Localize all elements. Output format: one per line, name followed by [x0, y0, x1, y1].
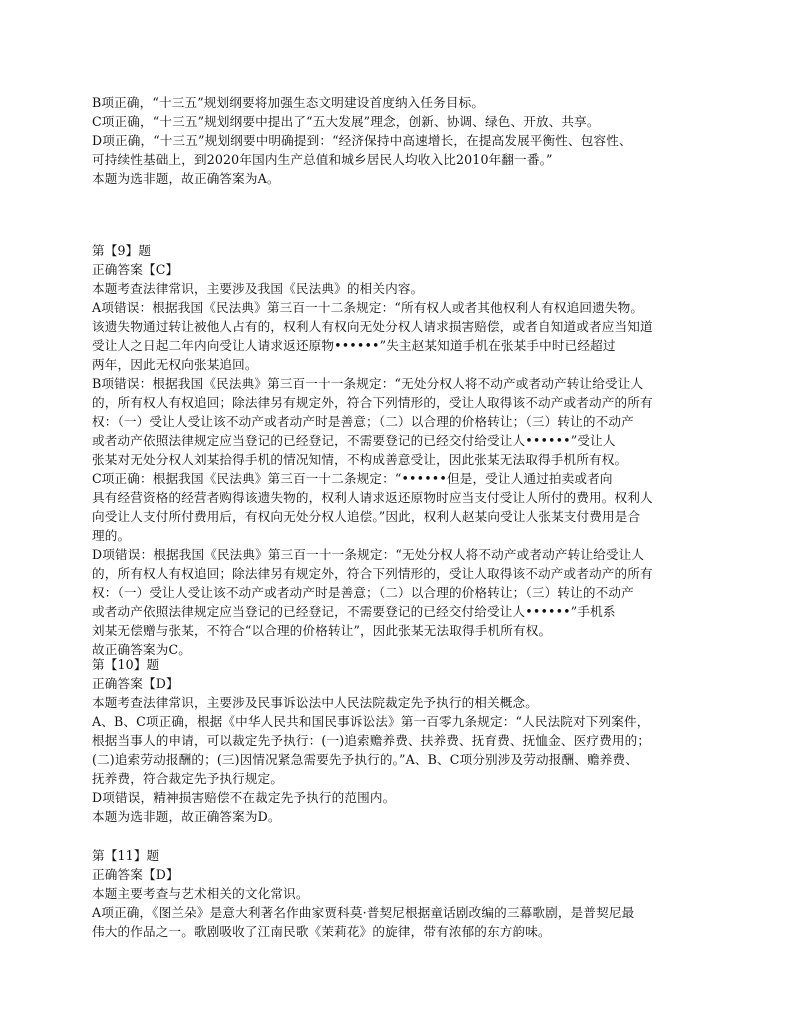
text-line: A、B、C项正确，根据《中华人民共和国民事诉讼法》第一百零九条规定：“人民法院对下列案件，	[92, 714, 650, 729]
text-line: 根据当事人的申请，可以裁定先予执行：(一)追索赡养费、扶养费、抚育费、抚恤金、医疗费用的；	[92, 733, 651, 748]
text-line: 抚养费，符合裁定先予执行规定。	[92, 771, 284, 786]
text-line: 本题考查法律常识，主要涉及我国《民法典》的相关内容。	[92, 281, 424, 296]
text-line: D项错误：根据我国《民法典》第三百一十一条规定：“无处分权人将不动产或者动产转让给受让人	[92, 547, 645, 562]
text-line: D项正确，“十三五”规划纲要中明确提到：“经济保持中高速增长，在提高发展平衡性、包容性、	[92, 133, 632, 148]
text-line: 权：（一）受让人受让该不动产或者动产时是善意；（二）以合理的价格转让；（三）转让的不动产	[92, 585, 634, 600]
text-line: 或者动产依照法律规定应当登记的已经登记，不需要登记的已经交付给受让人••••••”受让人	[92, 433, 616, 448]
question-10-explanation	[92, 655, 714, 826]
text-line: 该遗失物通过转让被他人占有的，权利人有权向无处分权人请求损害赔偿，或者自知道或者应当知道	[92, 319, 653, 334]
correct-answer: 正确答案【D】	[92, 676, 179, 691]
text-line: 具有经营资格的经营者购得该遗失物的，权利人请求返还原物时应当支付受让人所付的费用。权利人	[92, 490, 653, 505]
text-line: A项正确，《图兰朵》是意大利著名作曲家贾科莫·普契尼根据童话剧改编的三幕歌剧，是普契尼最	[92, 905, 635, 920]
correct-answer: 正确答案【D】	[92, 867, 179, 882]
text-line: 张某对无处分权人刘某拾得手机的情况知情，不构成善意受让，因此张某无法取得手机所有权。	[92, 452, 628, 467]
text-line: 的，所有权人有权追回；除法律另有规定外，符合下列情形的，受让人取得该不动产或者动产的所有	[92, 395, 653, 410]
text-line: C项正确：根据我国《民法典》第三百一十二条规定：“••••••但是，受让人通过拍卖或者向	[92, 471, 613, 486]
text-line: 权：（一）受让人受让该不动产或者动产时是善意；（二）以合理的价格转让；（三）转让的不动产	[92, 414, 634, 429]
text-line: 本题主要考查与艺术相关的文化常识。	[92, 886, 309, 901]
text-line: B项错误：根据我国《民法典》第三百一十一条规定：“无处分权人将不动产或者动产转让给受让人	[92, 376, 644, 391]
text-line: 故正确答案为C。	[92, 642, 191, 657]
correct-answer: 正确答案【C】	[92, 262, 179, 277]
question-11-explanation	[92, 846, 714, 941]
text-line: 伟大的作品之一。歌剧吸收了江南民歌《茉莉花》的旋律，带有浓郁的东方韵味。	[92, 924, 551, 939]
text-line: 刘某无偿赠与张某，不符合“以合理的价格转让”，因此张某无法取得手机所有权。	[92, 623, 552, 638]
text-line: 两年，因此无权向张某追回。	[92, 357, 258, 372]
text-line: C项正确，“十三五”规划纲要中提出了“五大发展”理念，创新、协调、绿色、开放、共享。	[92, 114, 600, 129]
text-line: 的，所有权人有权追回；除法律另有规定外，符合下列情形的，受让人取得该不动产或者动产的所有	[92, 566, 653, 581]
question-heading: 第【10】题	[92, 657, 160, 672]
text-line: 理的。	[92, 528, 131, 543]
text-line: 本题为选非题，故正确答案为D。	[92, 809, 281, 824]
text-line: 或者动产依照法律规定应当登记的已经登记，不需要登记的已经交付给受让人••••••”手机系	[92, 604, 616, 619]
answer-explanation-previous	[92, 93, 714, 188]
text-line: (二)追索劳动报酬的；(三)因情况紧急需要先予执行的。”A、B、C项分别涉及劳动报酬、赡养费、	[92, 752, 638, 767]
text-line: B项正确，“十三五”规划纲要将加强生态文明建设首度纳入任务目标。	[92, 95, 485, 110]
text-line: 可持续性基础上，到2020年国内生产总值和城乡居民人均收入比2010年翻一番。”	[92, 152, 553, 167]
text-line: D项错误，精神损害赔偿不在裁定先予执行的范围内。	[92, 790, 396, 805]
question-heading: 第【9】题	[92, 243, 152, 258]
text-line: A项错误：根据我国《民法典》第三百一十二条规定：“所有权人或者其他权利人有权追回遗失物。	[92, 300, 644, 315]
text-line: 受让人之日起二年内向受让人请求返还原物••••••”失主赵某知道手机在张某手中时已经超过	[92, 338, 616, 353]
question-9-explanation	[92, 241, 714, 659]
text-line: 向受让人支付所付费用后，有权向无处分权人追偿。”因此，权利人赵某向受让人张某支付费用是合	[92, 509, 641, 524]
text-line: 本题考查法律常识，主要涉及民事诉讼法中人民法院裁定先予执行的相关概念。	[92, 695, 539, 710]
text-line: 本题为选非题，故正确答案为A。	[92, 171, 280, 186]
question-heading: 第【11】题	[92, 848, 160, 863]
